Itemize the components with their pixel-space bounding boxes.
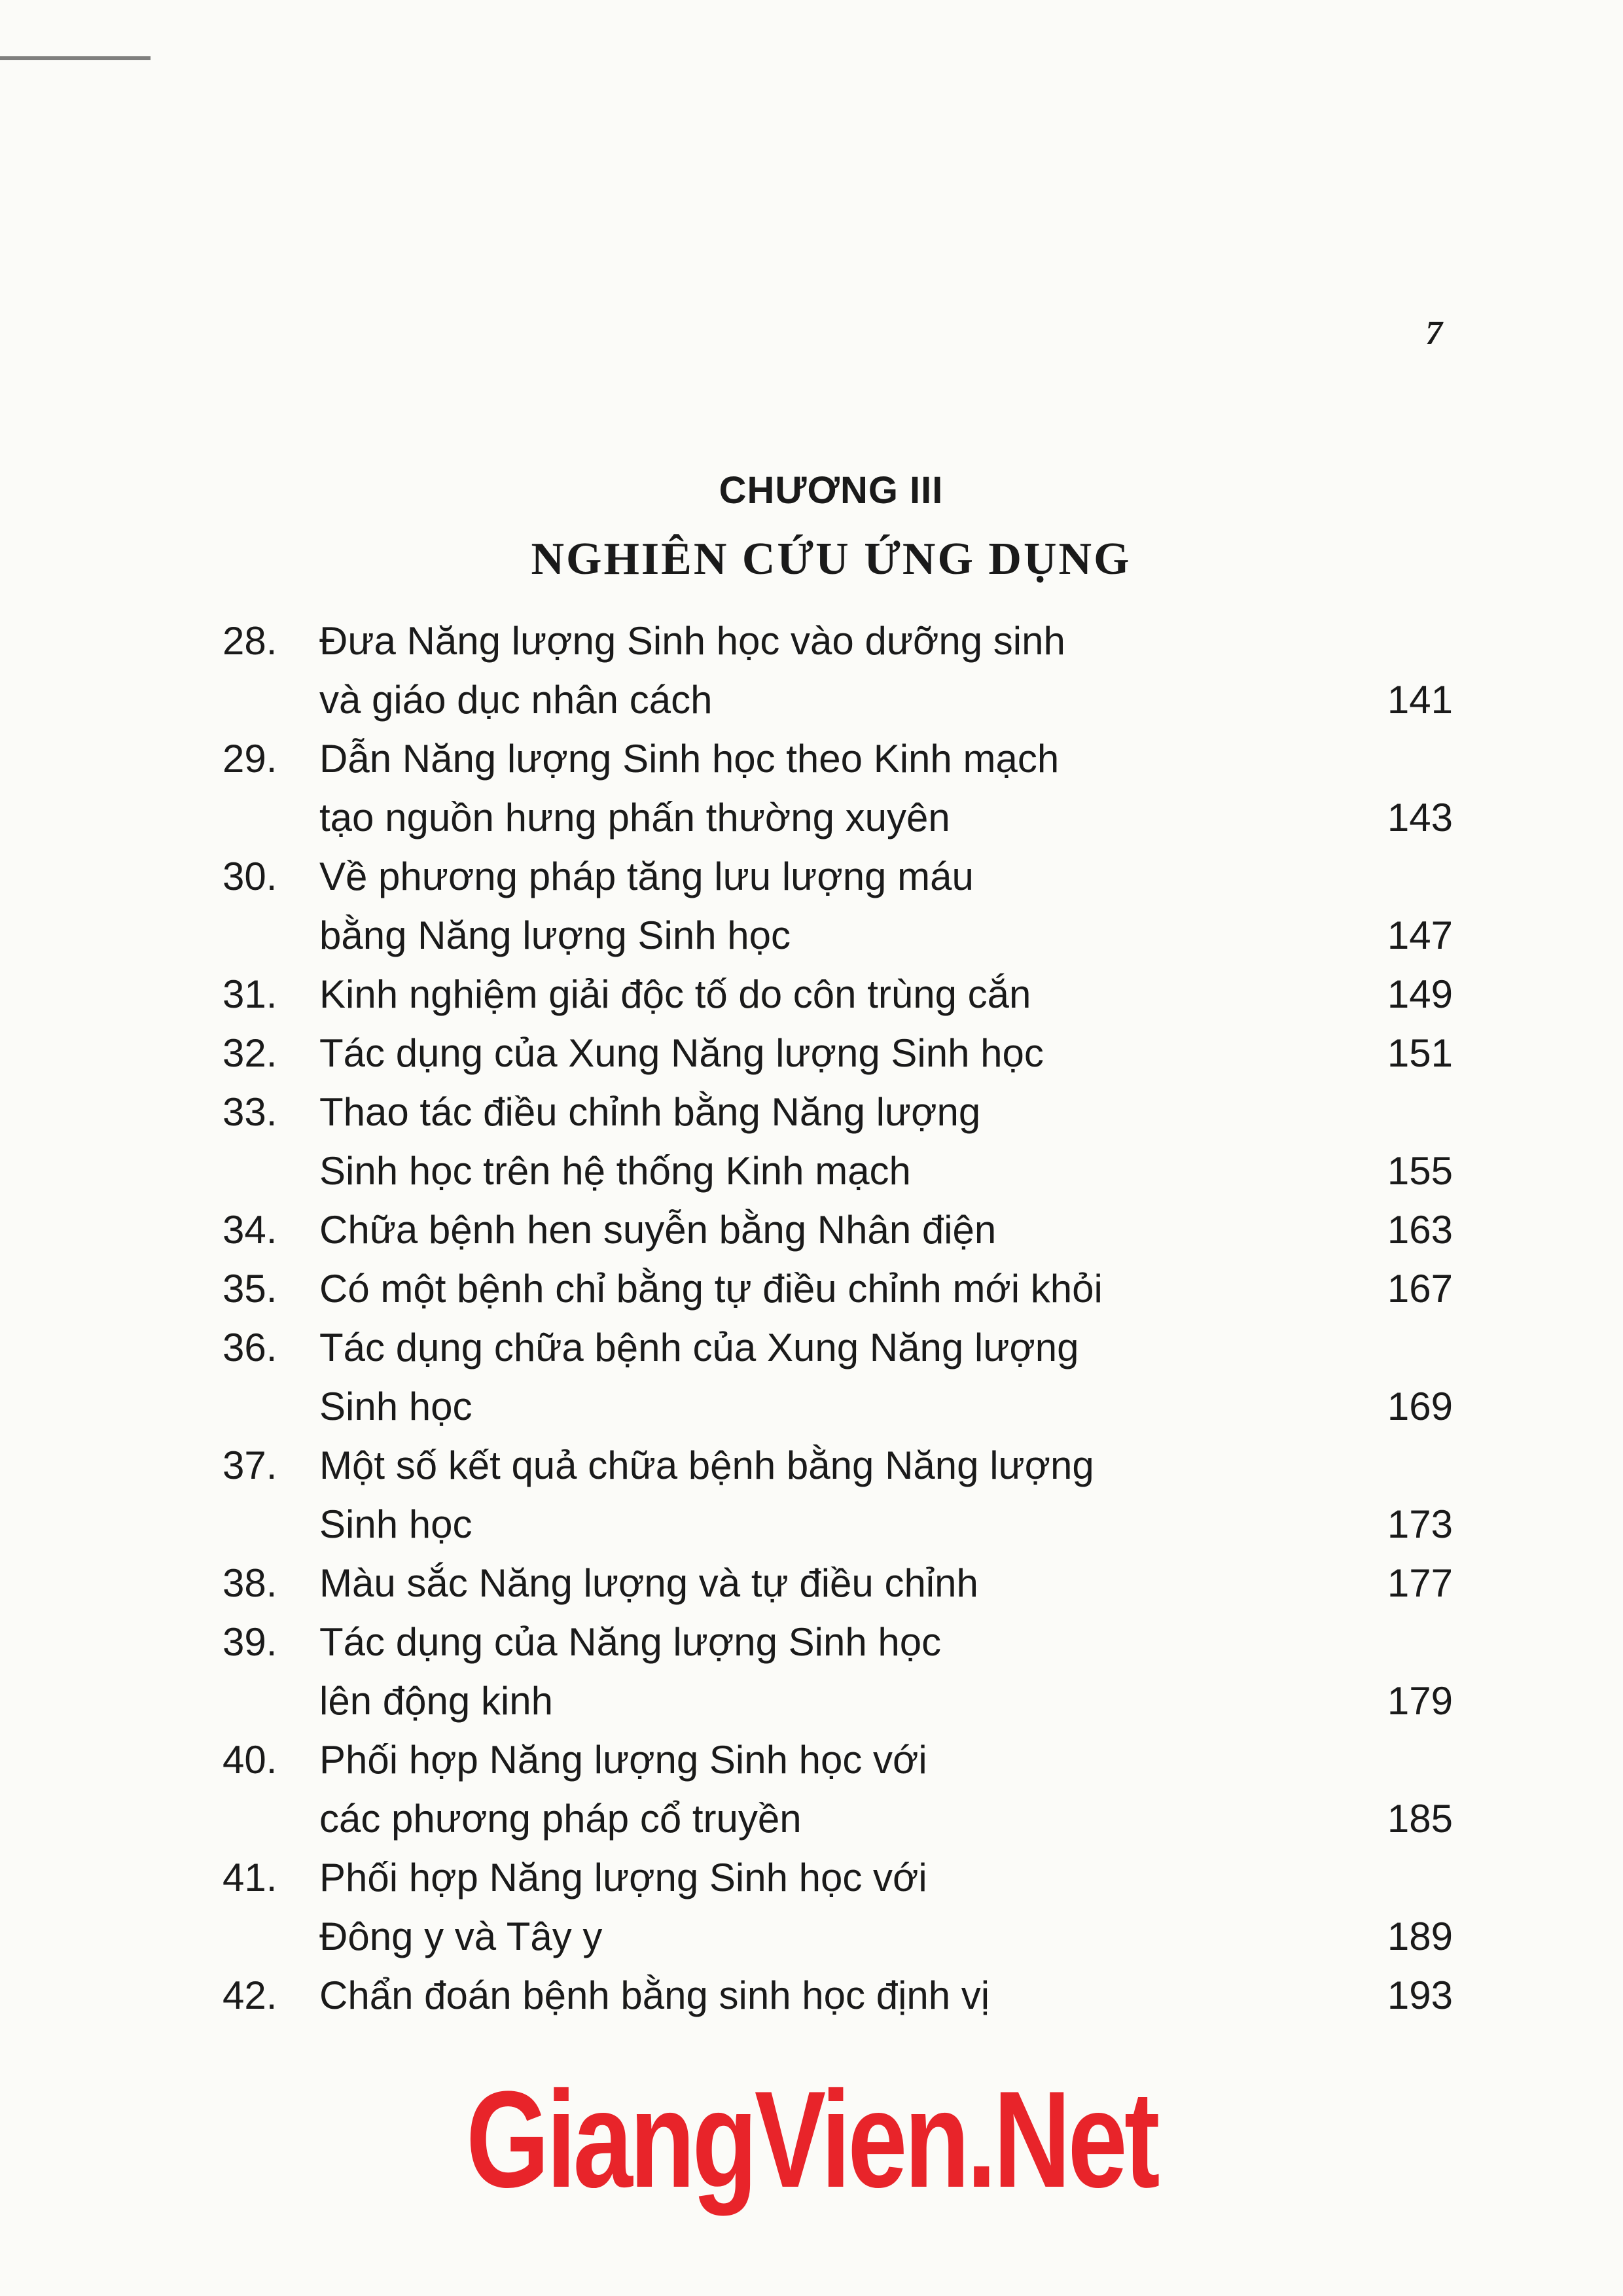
toc-entry-number: 39. xyxy=(223,1620,277,1664)
toc-entry-title: Sinh học xyxy=(319,1385,473,1428)
toc-entry xyxy=(223,1966,1453,2025)
toc-entry-page: 147 xyxy=(1387,913,1453,957)
toc-entry-page: 163 xyxy=(1387,1208,1453,1252)
toc-entry-line xyxy=(223,1790,1453,1848)
toc-entry xyxy=(223,1318,1453,1436)
toc-entry-number: 33. xyxy=(223,1090,277,1134)
toc-entry-number: 36. xyxy=(223,1326,277,1369)
toc-entry-number: 37. xyxy=(223,1443,277,1487)
chapter-label: CHƯƠNG III xyxy=(719,469,944,512)
toc-entry-line xyxy=(223,1966,1453,2025)
toc-entry xyxy=(223,730,1453,847)
toc-entry-number: 28. xyxy=(223,619,277,663)
toc-entry-line xyxy=(223,1907,1453,1966)
toc-entry-title: các phương pháp cổ truyền xyxy=(319,1797,802,1841)
toc-entry-line xyxy=(223,906,1453,965)
toc-entry xyxy=(223,1731,1453,1848)
toc-entry-number: 41. xyxy=(223,1856,277,1899)
toc-entry-number: 32. xyxy=(223,1031,277,1075)
toc-entry xyxy=(223,1554,1453,1613)
toc-entry-number: 31. xyxy=(223,972,277,1016)
toc-entry xyxy=(223,1201,1453,1260)
toc-entry-line xyxy=(223,1142,1453,1201)
toc-entry xyxy=(223,965,1453,1024)
toc-entry-title: Đông y và Tây y xyxy=(319,1915,603,1958)
toc-entry-title: Có một bệnh chỉ bằng tự điều chỉnh mới khỏi xyxy=(319,1267,1103,1311)
toc-entry-page: 149 xyxy=(1387,972,1453,1016)
toc-entry-title: Chữa bệnh hen suyễn bằng Nhân điện xyxy=(319,1208,997,1252)
toc-entry-line xyxy=(223,1554,1453,1613)
toc-entry xyxy=(223,1260,1453,1318)
toc-entry-line xyxy=(223,1672,1453,1731)
toc-entry-title: Dẫn Năng lượng Sinh học theo Kinh mạch xyxy=(319,737,1060,781)
toc-entry-page: 143 xyxy=(1387,796,1453,839)
toc-entry-title: Sinh học xyxy=(319,1502,473,1546)
toc-entry xyxy=(223,1613,1453,1731)
page-number: 7 xyxy=(1425,315,1442,352)
toc-entry-title: bằng Năng lượng Sinh học xyxy=(319,913,791,957)
toc-entry-title: Chẩn đoán bệnh bằng sinh học định vị xyxy=(319,1973,990,2017)
toc-entry xyxy=(223,1436,1453,1554)
toc-entry-page: 141 xyxy=(1387,678,1453,722)
toc-entry-line xyxy=(223,965,1453,1024)
toc-entry-page: 169 xyxy=(1387,1385,1453,1428)
toc-entry-line xyxy=(223,1613,1453,1672)
toc-entry-line xyxy=(223,1318,1453,1377)
toc-entry-title: Kinh nghiệm giải độc tố do côn trùng cắn xyxy=(319,972,1031,1016)
toc-entry-title: lên động kinh xyxy=(319,1679,553,1723)
toc-entry xyxy=(223,1848,1453,1966)
toc-entry-line xyxy=(223,1848,1453,1907)
toc-entry-title: Tác dụng của Năng lượng Sinh học xyxy=(319,1620,942,1664)
toc-entry-page: 167 xyxy=(1387,1267,1453,1311)
toc-entry-line xyxy=(223,1260,1453,1318)
toc-entry-number: 38. xyxy=(223,1561,277,1605)
toc-entry xyxy=(223,1083,1453,1201)
toc-entry-line xyxy=(223,1024,1453,1083)
toc-entry-number: 30. xyxy=(223,855,277,898)
toc-entry-line xyxy=(223,1083,1453,1142)
toc-entry-line xyxy=(223,1495,1453,1554)
toc-entry xyxy=(223,847,1453,965)
toc-entry xyxy=(223,612,1453,730)
toc-entry-line xyxy=(223,612,1453,671)
toc-entry-number: 29. xyxy=(223,737,277,781)
toc-entry-title: Một số kết quả chữa bệnh bằng Năng lượng xyxy=(319,1443,1094,1487)
toc-entry xyxy=(223,1024,1453,1083)
toc-entry-page: 173 xyxy=(1387,1502,1453,1546)
toc-entry-page: 151 xyxy=(1387,1031,1453,1075)
toc-entry-title: Tác dụng chữa bệnh của Xung Năng lượng xyxy=(319,1326,1079,1369)
table-of-contents xyxy=(223,612,1453,2025)
toc-entry-line xyxy=(223,1201,1453,1260)
toc-entry-title: Sinh học trên hệ thống Kinh mạch xyxy=(319,1149,911,1193)
toc-entry-title: Phối hợp Năng lượng Sinh học với xyxy=(319,1856,927,1899)
toc-entry-title: Phối hợp Năng lượng Sinh học với xyxy=(319,1738,927,1782)
toc-entry-title: Màu sắc Năng lượng và tự điều chỉnh xyxy=(319,1561,978,1605)
toc-entry-line xyxy=(223,730,1453,788)
toc-entry-page: 189 xyxy=(1387,1915,1453,1958)
toc-entry-title: Về phương pháp tăng lưu lượng máu xyxy=(319,855,974,898)
toc-entry-line xyxy=(223,1377,1453,1436)
scan-edge-mark xyxy=(0,56,151,60)
toc-entry-number: 34. xyxy=(223,1208,277,1252)
toc-entry-line xyxy=(223,1731,1453,1790)
toc-entry-number: 40. xyxy=(223,1738,277,1782)
toc-entry-number: 42. xyxy=(223,1973,277,2017)
toc-entry-title: tạo nguồn hưng phấn thường xuyên xyxy=(319,796,950,839)
toc-entry-title: Thao tác điều chỉnh bằng Năng lượng xyxy=(319,1090,981,1134)
chapter-title: NGHIÊN CỨU ỨNG DỤNG xyxy=(531,534,1132,584)
toc-entry-page: 179 xyxy=(1387,1679,1453,1723)
toc-entry-line xyxy=(223,788,1453,847)
toc-entry-title: Đưa Năng lượng Sinh học vào dưỡng sinh xyxy=(319,619,1065,663)
toc-entry-page: 185 xyxy=(1387,1797,1453,1841)
toc-entry-line xyxy=(223,847,1453,906)
toc-entry-page: 155 xyxy=(1387,1149,1453,1193)
watermark: GiangVien.Net xyxy=(466,2062,1157,2216)
toc-entry-page: 193 xyxy=(1387,1973,1453,2017)
toc-entry-page: 177 xyxy=(1387,1561,1453,1605)
toc-entry-line xyxy=(223,671,1453,730)
toc-entry-number: 35. xyxy=(223,1267,277,1311)
toc-entry-line xyxy=(223,1436,1453,1495)
toc-entry-title: và giáo dục nhân cách xyxy=(319,678,713,722)
toc-entry-title: Tác dụng của Xung Năng lượng Sinh học xyxy=(319,1031,1044,1075)
